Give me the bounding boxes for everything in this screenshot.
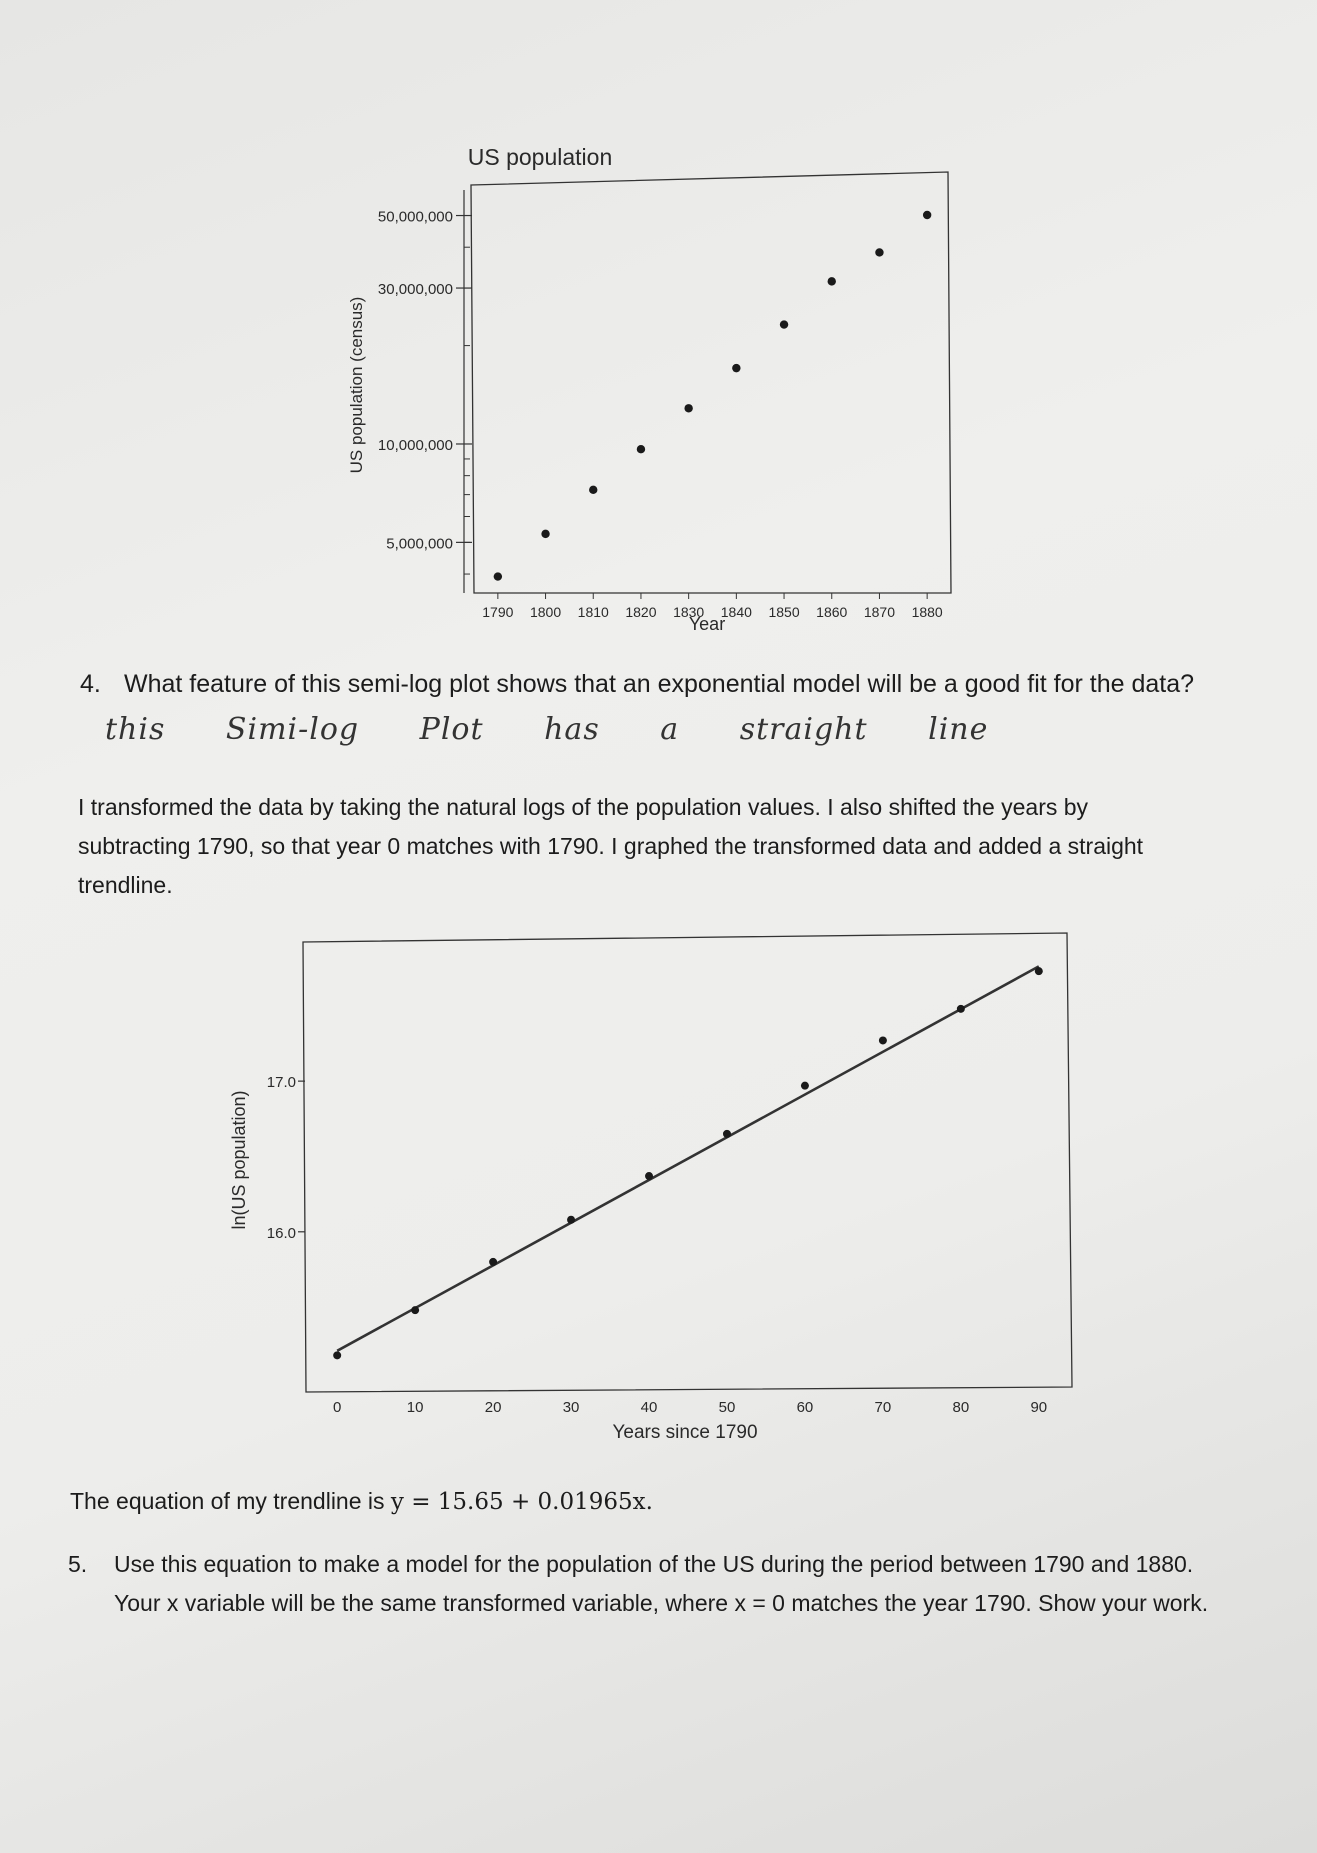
answer-word: a <box>660 712 680 747</box>
question-4-text: What feature of this semi-log plot shows that an exponential model will be a good fit for the data? <box>124 670 1195 698</box>
handwritten-answer <box>105 712 1038 747</box>
answer-word: has <box>544 712 600 747</box>
answer-word: Simi-log <box>225 712 360 747</box>
question-5-number: 5. <box>68 1551 88 1577</box>
semi-log-chart <box>0 0 1317 660</box>
chart2-trendline <box>337 966 1039 1350</box>
chart1-xtick-label: 1820 <box>625 604 657 620</box>
answer-word: this <box>105 712 166 747</box>
chart2-point <box>411 1306 419 1314</box>
chart2-ytick-label: 16.0 <box>266 1224 296 1242</box>
chart2-point <box>801 1082 809 1090</box>
chart2-xlabel: Years since 1790 <box>612 1422 758 1443</box>
chart1-point <box>828 277 836 285</box>
chart2-point <box>567 1216 575 1224</box>
chart1-point <box>875 248 883 256</box>
chart2-frame <box>303 933 1072 1392</box>
chart1-point <box>684 404 692 412</box>
chart1-ytick-label: 5,000,000 <box>386 535 453 553</box>
chart2-xtick-label: 30 <box>562 1399 580 1416</box>
chart1-xtick-label: 1860 <box>816 604 848 620</box>
transform-paragraph: I transformed the data by taking the natural logs of the population values. I also shifted the years by subtracting 1790, so that year 0 matches with 1790. I graphed the transformed data and added a straight trendline. <box>78 794 1144 898</box>
chart2-xtick-label: 80 <box>952 1399 970 1416</box>
chart1-ylabel: US population (census) <box>347 296 366 474</box>
chart2-ytick-label: 17.0 <box>266 1074 296 1092</box>
chart2-point <box>489 1258 497 1266</box>
chart2-xtick-label: 90 <box>1030 1399 1048 1416</box>
trendline-equation <box>70 1488 653 1515</box>
chart2-point <box>879 1036 887 1044</box>
equation-prefix: The equation of my trendline is <box>70 1488 385 1514</box>
chart2-point <box>723 1130 731 1138</box>
chart1-y-axis <box>378 190 472 593</box>
question-5-text: Use this equation to make a model for the population of the US during the period between 1790 and 1880. Your x variable will be the same transformed variable, where x = 0 matches the year 1790. Show your work. <box>114 1551 1209 1616</box>
chart1-xtick-label: 1840 <box>720 604 752 620</box>
chart1-point <box>494 572 502 580</box>
chart1-point <box>589 486 597 494</box>
chart1-point <box>637 445 645 453</box>
question-4-number: 4. <box>80 670 101 698</box>
chart1-xtick-label: 1870 <box>863 604 896 620</box>
chart1-xtick-label: 1830 <box>673 604 705 620</box>
question-4 <box>80 670 1194 699</box>
chart1-points <box>494 211 932 581</box>
chart1-ytick-label: 50,000,000 <box>377 208 453 226</box>
answer-word: straight <box>739 712 868 747</box>
chart2-y-axis <box>267 1074 305 1242</box>
chart1-xtick-label: 1800 <box>529 604 562 620</box>
chart1-xlabel: Year <box>688 614 726 634</box>
chart1-point <box>780 320 788 328</box>
chart1-ytick-label: 30,000,000 <box>377 281 453 299</box>
chart2-xtick-label: 40 <box>640 1399 658 1416</box>
chart2-xtick-label: 0 <box>333 1399 342 1416</box>
chart2-xtick-label: 10 <box>406 1399 424 1416</box>
chart2-point <box>333 1351 341 1359</box>
chart1-xtick-label: 1850 <box>768 604 800 620</box>
chart1-point <box>923 211 931 219</box>
chart1-title: US population <box>467 144 613 170</box>
chart2-xtick-label: 70 <box>874 1399 892 1416</box>
equation-math: y = 15.65 + 0.01965x. <box>390 1489 653 1515</box>
chart2-points <box>333 967 1043 1359</box>
chart2-xtick-label: 20 <box>484 1399 502 1416</box>
chart2-point <box>957 1005 965 1013</box>
chart2-x-axis <box>333 1399 1047 1416</box>
chart1-frame <box>471 172 951 593</box>
chart2-ylabel: ln(US population) <box>229 1090 249 1230</box>
chart2-xtick-label: 50 <box>718 1399 736 1416</box>
transformed-chart <box>0 900 1317 1460</box>
answer-word: line <box>928 712 989 747</box>
chart1-point <box>732 364 740 372</box>
question-5 <box>68 1545 1218 1623</box>
chart1-xtick-label: 1810 <box>577 604 609 620</box>
chart1-ytick-label: 10,000,000 <box>377 436 453 454</box>
chart1-point <box>541 530 549 538</box>
chart2-point <box>645 1172 653 1180</box>
chart1-xtick-label: 1790 <box>482 604 514 620</box>
chart1-xtick-label: 1880 <box>911 604 943 620</box>
chart2-point <box>1035 967 1043 975</box>
chart2-xtick-label: 60 <box>796 1399 814 1416</box>
answer-word: Plot <box>419 712 484 747</box>
